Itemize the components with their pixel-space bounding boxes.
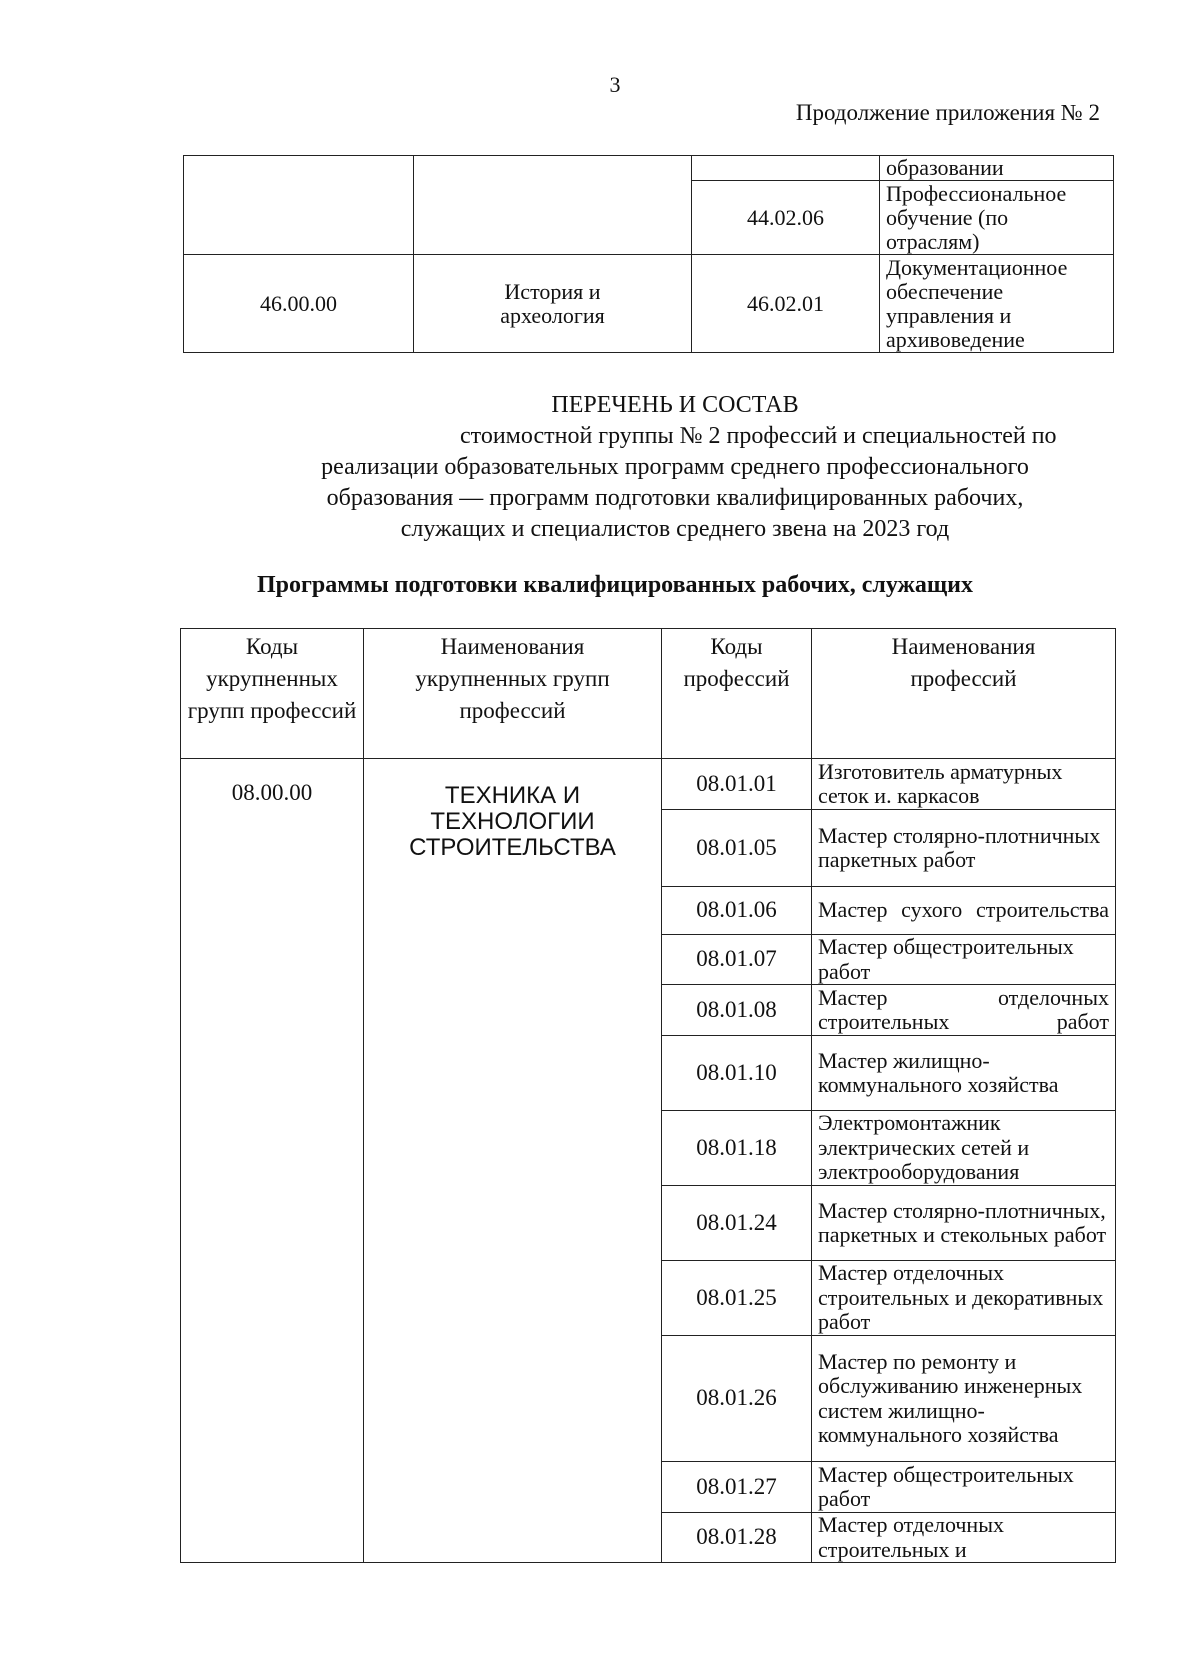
table-row (184, 255, 1114, 353)
profession-code (692, 156, 880, 181)
profession-code: 08.01.01 (662, 759, 812, 810)
profession-name: Профессиональное обучение (по отраслям) (880, 181, 1114, 255)
group-code: 46.00.00 (184, 255, 414, 353)
profession-name: Мастер общестроительных работ (812, 1462, 1116, 1513)
title-line: стоимостной группы № 2 профессий и специальностей по (460, 423, 1057, 449)
profession-code: 08.01.28 (662, 1513, 812, 1563)
profession-code: 08.01.06 (662, 887, 812, 935)
profession-code: 08.01.18 (662, 1111, 812, 1186)
profession-name: Мастер отделочных строительных работ (812, 985, 1116, 1036)
profession-code: 08.01.07 (662, 935, 812, 985)
profession-name: Мастер столярно-плотничных паркетных работ (812, 810, 1116, 887)
profession-code: 08.01.25 (662, 1261, 812, 1336)
profession-name: образовании (880, 156, 1114, 181)
profession-code: 08.01.27 (662, 1462, 812, 1513)
profession-name: Мастер общестроительных работ (812, 935, 1116, 985)
profession-name: Мастер жилищно-коммунального хозяйства (812, 1036, 1116, 1111)
title-line: образования — программ подготовки квалифицированных рабочих, (326, 485, 1024, 511)
title-line: служащих и специалистов среднего звена на 2023 год (400, 516, 950, 542)
table-row (184, 156, 1114, 181)
table-row (181, 759, 1116, 810)
table-header-row (181, 629, 1116, 759)
profession-code: 44.02.06 (692, 181, 880, 255)
profession-name: Мастер по ремонту и обслуживанию инженерных систем жилищно-коммунального хозяйства (812, 1336, 1116, 1462)
profession-name: Мастер отделочных строительных и декоративных работ (812, 1261, 1116, 1336)
profession-code: 08.01.05 (662, 810, 812, 887)
table-cell (414, 156, 692, 255)
title-line: реализации образовательных программ среднего профессионального (321, 454, 1029, 480)
profession-name: Мастер столярно-плотничных, паркетных и стекольных работ (812, 1186, 1116, 1261)
profession-name: Электромонтажник электрических сетей и электрооборудования (812, 1111, 1116, 1186)
profession-code: 08.01.08 (662, 985, 812, 1036)
profession-code: 08.01.10 (662, 1036, 812, 1111)
document-title (260, 390, 1090, 545)
title-line: ПЕРЕЧЕНЬ И СОСТАВ (551, 392, 799, 418)
profession-name: Мастер сухого строительства (812, 887, 1116, 935)
continuation-table (183, 155, 1114, 353)
group-name: ТЕХНИКА И ТЕХНОЛОГИИ СТРОИТЕЛЬСТВА (364, 759, 662, 1563)
profession-code: 46.02.01 (692, 255, 880, 353)
profession-name: Мастер отделочных строительных и (812, 1513, 1116, 1563)
header-group-codes: Коды укрупненных групп профессий (181, 629, 364, 759)
header-profession-codes: Коды профессий (662, 629, 812, 759)
section-title: Программы подготовки квалифицированных рабочих, служащих (256, 572, 973, 598)
profession-name: Документационное обеспечение управления и архивоведение (880, 255, 1114, 353)
table-cell (184, 156, 414, 255)
group-name: История и археология (414, 255, 692, 353)
professions-table (180, 628, 1116, 1563)
group-code: 08.00.00 (181, 759, 364, 1563)
profession-code: 08.01.24 (662, 1186, 812, 1261)
profession-code: 08.01.26 (662, 1336, 812, 1462)
header-group-names: Наименования укрупненных групп профессий (364, 629, 662, 759)
page-number: 3 (609, 72, 621, 97)
header-profession-names: Наименования профессий (812, 629, 1116, 759)
continuation-label: Продолжение приложения № 2 (795, 100, 1100, 125)
profession-name: Изготовитель арматурных сеток и. каркасов (812, 759, 1116, 810)
